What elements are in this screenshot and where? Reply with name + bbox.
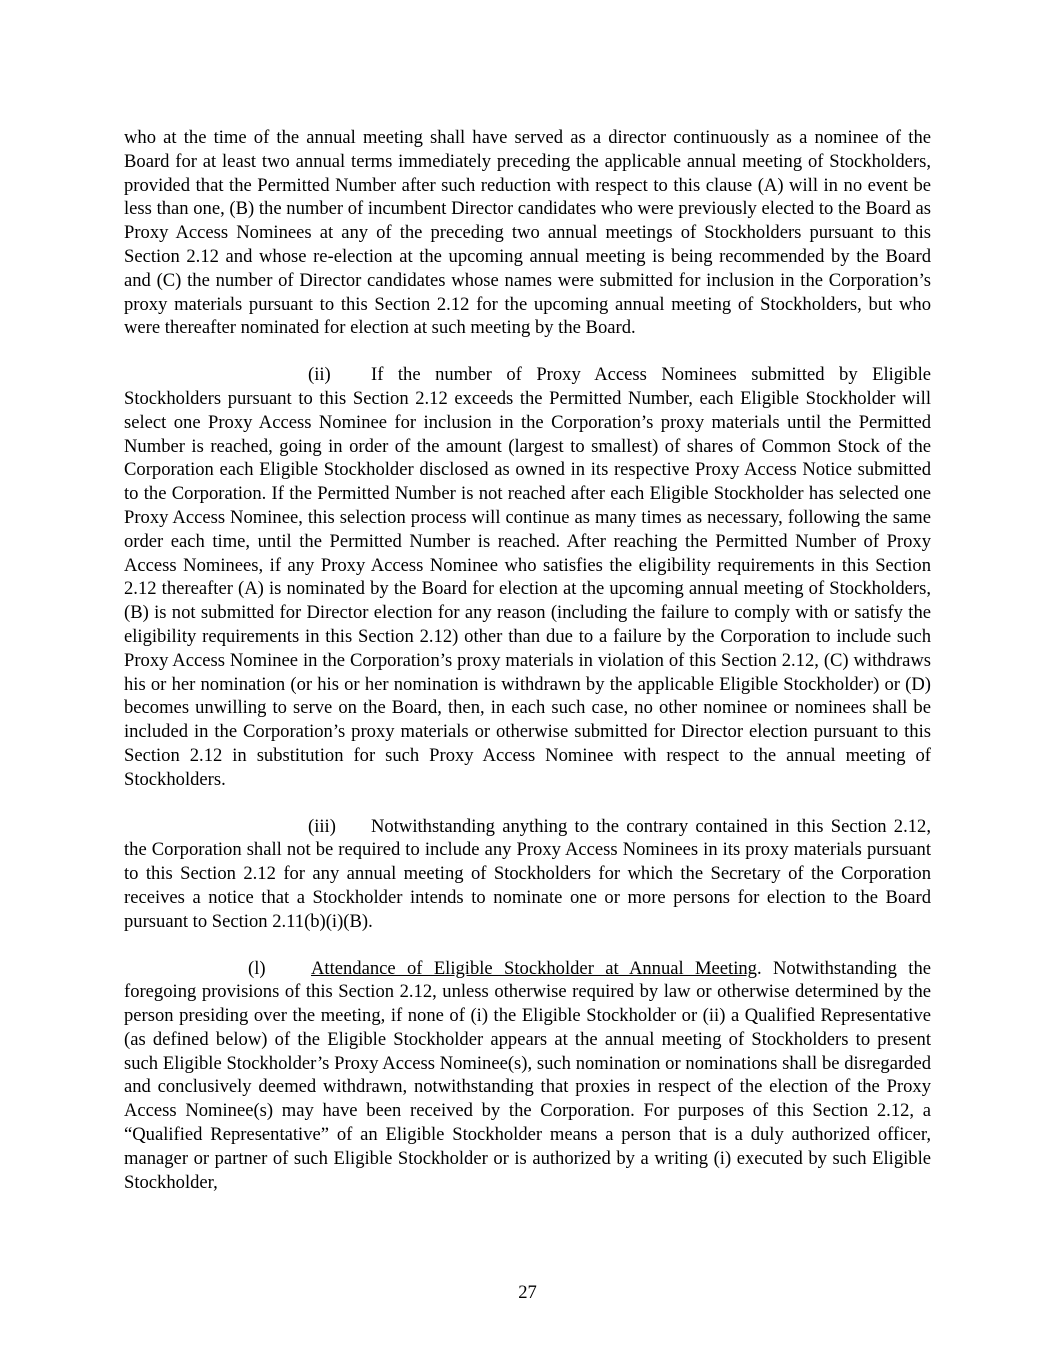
page-number: 27 [518,1282,537,1303]
paragraph-ii [124,363,931,791]
paragraph-marker-iii: (iii) [308,815,336,837]
paragraph-marker-ii: (ii) [308,364,331,386]
paragraph-l-text: Notwithstanding the foregoing provisions of this Section 2.12, unless otherwise required by law or otherwise determined by the person presiding over the meeting, if none of (i) the Eligible Stockholder or (ii) a Qualified Representative (as defined below) of the Eligible Stockholder appears at the annual meeting of Stockholders to present such Eligible Stockholder’s Proxy Access Nominee(s), such nomination or nominations shall be disregarded and conclusively deemed withdrawn, notwithstanding that proxies in respect of the election of the Proxy Access Nominee(s) may have been received by the Corporation. For purposes of this Section 2.12, a “Qualified Representative” of an Eligible Stockholder means a person that is a duly authorized officer, manager or partner of such Eligible Stockholder or is authorized by a writing (i) executed by such Eligible Stockholder, [124,957,931,1193]
section-heading-attendance: Attendance of Eligible Stockholder at Annual Meeting [311,957,757,979]
paragraph-ii-text: If the number of Proxy Access Nominees submitted by Eligible Stockholders pursuant to this Section 2.12 exceeds the Permitted Number, each Eligible Stockholder will select one Proxy Access Nominee for inclusion in the Corporation’s proxy materials until the Permitted Number is reached, going in order of the amount (largest to smallest) of shares of Common Stock of the Corporation each Eligible Stockholder disclosed as owned in its respective Proxy Access Notice submitted to the Corporation. If the Permitted Number is not reached after each Eligible Stockholder has selected one Proxy Access Nominee, this selection process will continue as many times as necessary, following the same order each time, until the Permitted Number is reached. After reaching the Permitted Number of Proxy Access Nominees, if any Proxy Access Nominee who satisfies the eligibility requirements in this Section 2.12 thereafter (A) is nominated by the Board for election at the upcoming annual meeting of Stockholders, (B) is not submitted for Director election for any reason (including the failure to comply with or satisfy the eligibility requirements in this Section 2.12) other than due to a failure by the Corporation to include such Proxy Access Nominee in the Corporation’s proxy materials in violation of this Section 2.12, (C) withdraws his or her nomination (or his or her nomination is withdrawn by the applicable Eligible Stockholder) or (D) becomes unwilling to serve on the Board, then, in each such case, no other nominee or nominees shall be included in the Corporation’s proxy materials or otherwise submitted for Director election pursuant to this Section 2.12 in substitution for such Proxy Access Nominee with respect to the annual meeting of Stockholders. [124,364,931,790]
document-body [124,126,931,1194]
paragraph-iii-text: Notwithstanding anything to the contrary contained in this Section 2.12, the Corporation shall not be required to include any Proxy Access Nominees in its proxy materials pursuant to this Section 2.12 for any annual meeting of Stockholders for which the Secretary of the Corporation receives a notice that a Stockholder intends to nominate one or more persons for election to the Board pursuant to Section 2.11(b)(i)(B). [124,815,931,932]
paragraph-iii [124,815,931,934]
section-heading-period: . [756,957,762,979]
paragraph-continuation: who at the time of the annual meeting shall have served as a director continuously as a nominee of the Board for at least two annual terms immediately preceding the applicable annual meeting of Stockholders, provided that the Permitted Number after such reduction with respect to this clause (A) will in no event be less than one, (B) the number of incumbent Director candidates who were previously elected to the Board as Proxy Access Nominees at any of the preceding two annual meetings of Stockholders pursuant to this Section 2.12 and whose re-election at the upcoming annual meeting is being recommended by the Board and (C) the number of Director candidates whose names were submitted for inclusion in the Corporation’s proxy materials pursuant to this Section 2.12 for the upcoming annual meeting of Stockholders, but who were thereafter nominated for election at such meeting by the Board. [124,127,931,339]
paragraph-l [124,957,931,1195]
paragraph-marker-l: (l) [248,957,266,979]
